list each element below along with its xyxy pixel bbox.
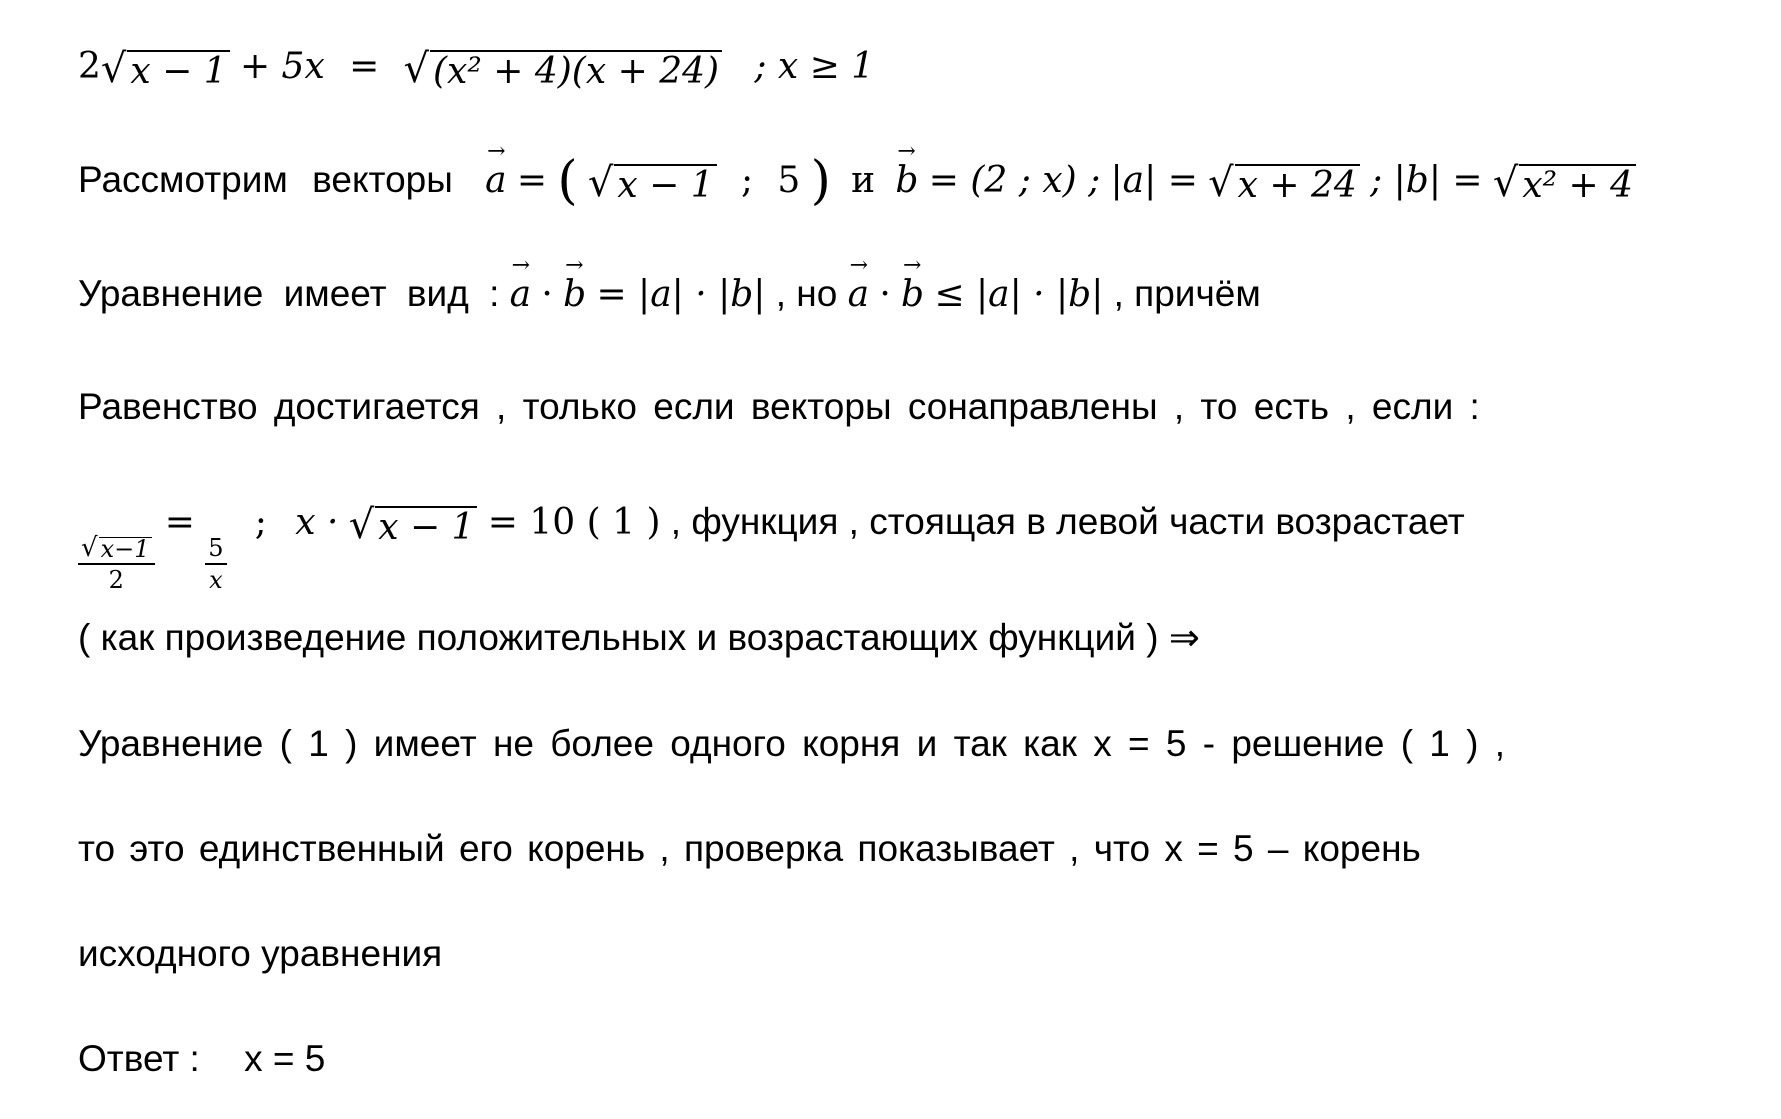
domain-condition: ; x ≥ 1	[754, 46, 875, 87]
abs-b: ; |b| =	[1370, 160, 1483, 201]
answer-label: Ответ :	[78, 1038, 200, 1079]
equality-condition: Равенство достигается , только если векторы сонаправлены , то есть , если :	[78, 386, 1480, 427]
abs-a: |a| =	[1110, 160, 1198, 201]
x-dot: x ·	[295, 502, 339, 543]
inequality: ≤ |a| · |b|	[934, 274, 1104, 315]
fraction-sqrt: √ x−1	[81, 533, 150, 563]
equation-form-but: , но	[775, 273, 838, 314]
vector-a-symbol: → a	[848, 273, 869, 317]
dot-operator: ·	[541, 274, 553, 315]
equation-form-rhs: = |a| · |b|	[596, 274, 766, 315]
proportion-separator: ;	[254, 502, 267, 543]
lhs-rest: + 5x	[239, 46, 325, 87]
vector-a-symbol: → a	[510, 273, 531, 317]
equals-sign: =	[349, 46, 380, 87]
rhs-sqrt: √ (x² + 4)(x + 24)	[404, 47, 723, 92]
uniqueness-line-3: исходного уравнения	[78, 933, 443, 974]
reason-line: ( как произведение положительных и возрастающих функций ) ⇒	[78, 617, 1200, 658]
lhs-coefficient: 2	[78, 46, 101, 87]
vector-a-separator: ;	[740, 160, 754, 201]
fraction-right: $\frac{5}{x}$	[205, 535, 226, 593]
vector-a-equals: =	[516, 160, 548, 201]
abs-b-sqrt: √ x² + 4	[1493, 161, 1636, 206]
proportion-rest: = 10 ( 1 )	[487, 502, 661, 543]
vector-a-sqrt: √ x − 1	[588, 161, 717, 206]
vector-a-second: 5	[777, 160, 801, 201]
vector-b-definition: = (2 ; x) ;	[928, 160, 1101, 201]
left-paren-icon: (	[557, 151, 578, 211]
vector-b-symbol: → b	[563, 273, 586, 317]
vectors-definition	[78, 151, 1636, 211]
vectors-intro: Рассмотрим векторы	[78, 159, 453, 200]
vector-a-symbol: → a	[485, 159, 506, 203]
right-paren-icon: )	[810, 151, 831, 211]
fraction-left: √ x−1 2	[78, 535, 155, 593]
proportion-text: , функция , стоящая в левой части возрастает	[670, 501, 1465, 542]
abs-a-sqrt: √ x + 24	[1208, 161, 1360, 206]
main-equation	[78, 44, 874, 92]
conjunction-and: и	[851, 160, 876, 201]
vector-b-symbol: → b	[895, 159, 918, 203]
answer-value: x = 5	[244, 1038, 326, 1079]
equation-form-moreover: , причём	[1113, 273, 1261, 314]
proportion-equals: =	[164, 502, 195, 543]
uniqueness-line-1: Уравнение ( 1 ) имеет не более одного корня и так как x = 5 - решение ( 1 ) ,	[78, 723, 1506, 764]
equation-form	[78, 272, 1261, 317]
uniqueness-line-2: то это единственный его корень , проверка показывает , что x = 5 – корень	[78, 828, 1421, 869]
proportion-line	[78, 500, 1465, 593]
dot-operator: ·	[879, 274, 891, 315]
lhs-sqrt: √ x − 1	[101, 47, 230, 92]
answer-line	[78, 1037, 325, 1081]
vector-b-symbol: → b	[901, 273, 924, 317]
proportion-sqrt: √ x − 1	[349, 503, 478, 548]
equation-form-text: Уравнение имеет вид :	[78, 273, 500, 314]
